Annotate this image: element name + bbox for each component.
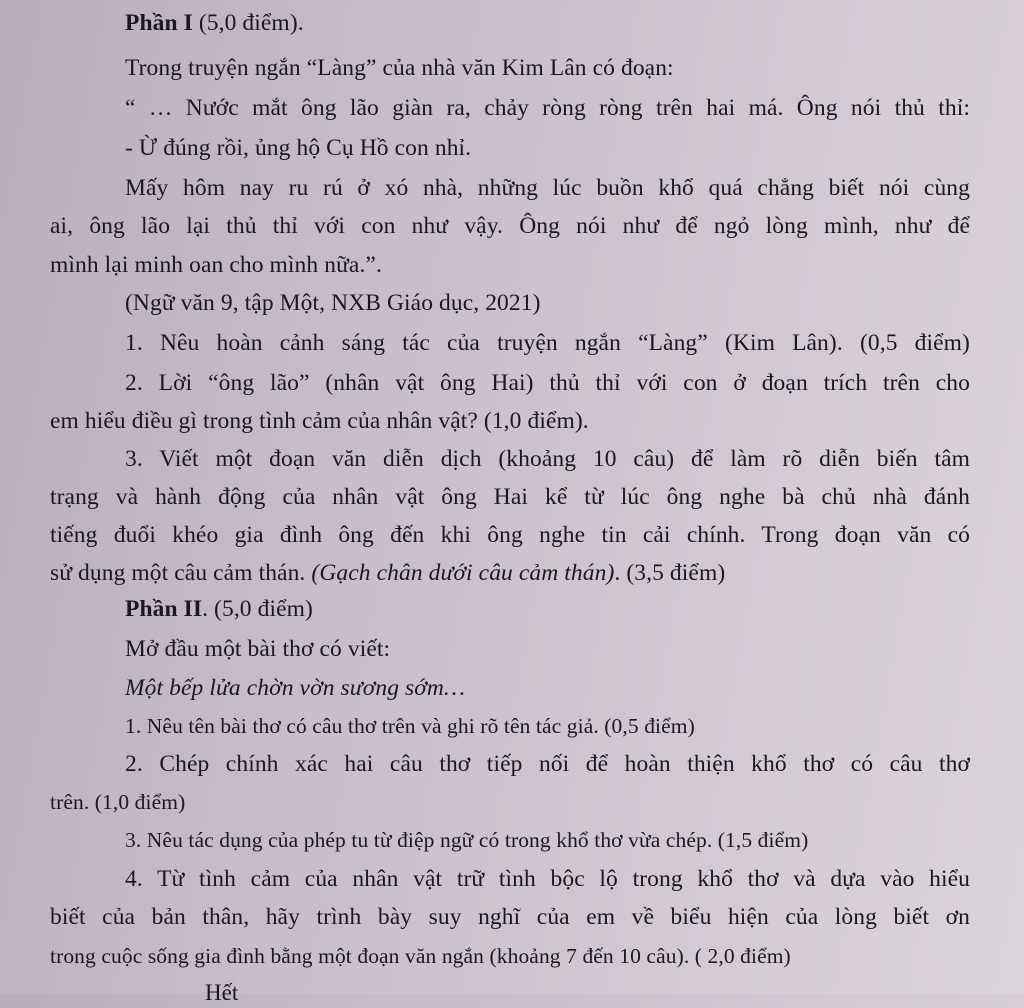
part2-question-4-line-2: biết của bản thân, hãy trình bày suy nghĩ của em về biểu hiện của lòng biết ơn [50, 904, 970, 930]
part2-question-2-line-2: trên. (1,0 điểm) [50, 790, 186, 814]
q3-points: . (3,5 điểm) [614, 560, 726, 586]
source-citation: (Ngữ văn 9, tập Một, NXB Giáo dục, 2021) [125, 290, 541, 316]
part1-question-1: 1. Nêu hoàn cảnh sáng tác của truyện ngắn “Làng” (Kim Lân). (0,5 điểm) [125, 330, 970, 356]
part1-question-3-line-4 [50, 558, 970, 588]
part1-heading-line [125, 8, 970, 38]
quote-line-1: “ … Nước mắt ông lão giàn ra, chảy ròng ròng trên hai má. Ông nói thủ thỉ: [125, 95, 970, 121]
part2-heading: Phần II [125, 596, 203, 622]
part2-question-4-line-3: trong cuộc sống gia đình bằng một đoạn văn ngắn (khoảng 7 đến 10 câu). ( 2,0 điểm) [50, 944, 791, 968]
part1-question-2-line-1: 2. Lời “ông lão” (nhân vật ông Hai) thủ thỉ với con ở đoạn trích trên cho [125, 370, 970, 396]
part1-question-3-line-3: tiếng đuổi khéo gia đình ông đến khi ông nghe tin cải chính. Trong đoạn văn có [50, 522, 970, 548]
part1-points: (5,0 điểm). [192, 10, 304, 36]
part1-intro: Trong truyện ngắn “Làng” của nhà văn Kim Lân có đoạn: [125, 55, 674, 81]
part1-question-3-line-1: 3. Viết một đoạn văn diễn dịch (khoảng 10 câu) để làm rõ diễn biến tâm [125, 446, 970, 472]
quote-line-3: Mấy hôm nay ru rú ở xó nhà, những lúc buồn khổ quá chẳng biết nói cùng [125, 175, 970, 201]
part2-heading-line [125, 594, 970, 624]
poem-line: Một bếp lửa chờn vờn sương sớm… [125, 675, 465, 701]
part2-question-1: 1. Nêu tên bài thơ có câu thơ trên và ghi rõ tên tác giả. (0,5 điểm) [125, 714, 695, 738]
quote-line-2: - Ừ đúng rồi, ủng hộ Cụ Hồ con nhỉ. [125, 135, 472, 161]
q3-text-start: sử dụng một câu cảm thán. [50, 560, 312, 586]
part2-points: . (5,0 điểm) [202, 596, 313, 622]
q3-instruction: (Gạch chân dưới câu cảm thán) [311, 560, 615, 586]
part1-question-3-line-2: trạng và hành động của nhân vật ông Hai kể từ lúc ông nghe bà chủ nhà đánh [50, 484, 970, 510]
part2-question-3: 3. Nêu tác dụng của phép tu từ điệp ngữ có trong khổ thơ vừa chép. (1,5 điểm) [125, 828, 809, 852]
part2-intro: Mở đầu một bài thơ có viết: [125, 636, 391, 662]
part2-question-2-line-1: 2. Chép chính xác hai câu thơ tiếp nối để hoàn thiện khổ thơ có câu thơ [125, 751, 970, 777]
end-mark: Hết [205, 980, 239, 1005]
part1-heading: Phần I [125, 10, 193, 36]
quote-line-5: mình lại minh oan cho mình nữa.”. [50, 252, 382, 278]
part2-question-4-line-1: 4. Từ tình cảm của nhân vật trữ tình bộc lộ trong khổ thơ và dựa vào hiểu [125, 866, 970, 892]
quote-line-4: ai, ông lão lại thủ thỉ với con như vậy. Ông nói như để ngỏ lòng mình, như để [50, 213, 970, 239]
part1-question-2-line-2: em hiểu điều gì trong tình cảm của nhân vật? (1,0 điểm). [50, 408, 589, 434]
